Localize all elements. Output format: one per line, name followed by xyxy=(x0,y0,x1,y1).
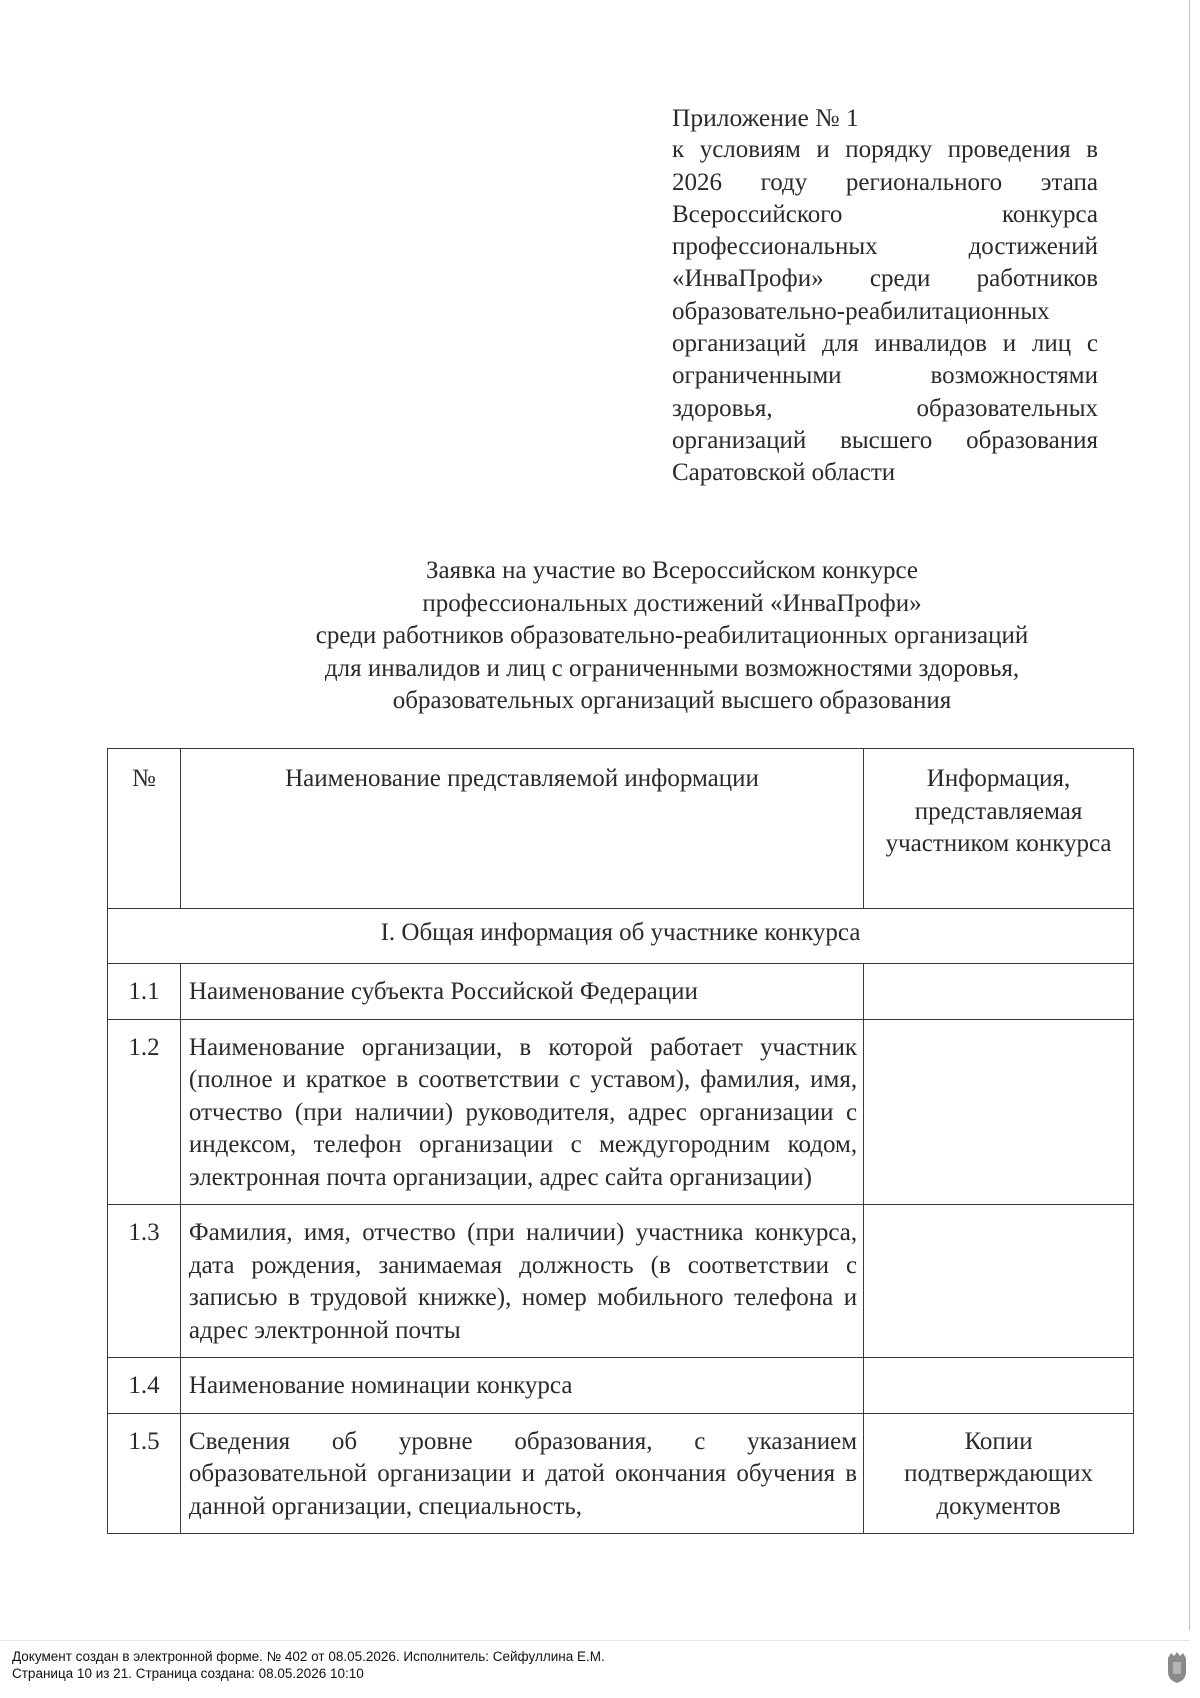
row-num: 1.3 xyxy=(108,1205,181,1358)
row-name: Наименование организации, в которой работает участник (полное и краткое в соответствии с уставом), фамилия, имя, отчество (при наличии) руководителя, адрес организации с индексом, телефон организации с междугородним кодом, электронная почта организации, адрес сайта организации) xyxy=(180,1019,863,1205)
row-name: Сведения об уровне образования, с указанием образовательной организации и датой окончания обучения в данной организации, специальность, xyxy=(180,1413,863,1534)
footer-stamp xyxy=(12,1648,605,1682)
footer-line-2: Страница 10 из 21. Страница создана: 08.05.2026 10:10 xyxy=(12,1666,364,1681)
header-num: № xyxy=(108,749,181,909)
row-name: Фамилия, имя, отчество (при наличии) участника конкурса, дата рождения, занимаемая должность (в соответствии с записью в трудовой книжке), номер мобильного телефона и адрес электронной почты xyxy=(180,1205,863,1358)
heading-line-2: профессиональных достижений «ИнваПрофи» xyxy=(422,589,922,617)
footer-line-1: Документ создан в электронной форме. № 402 от 08.05.2026. Исполнитель: Сейфуллина Е.М. xyxy=(12,1649,605,1664)
table-header-row xyxy=(108,749,1134,909)
table-row xyxy=(108,1358,1134,1414)
table-row xyxy=(108,1205,1134,1358)
heading-line-5: образовательных организаций высшего образования xyxy=(392,687,952,714)
appendix-block xyxy=(672,102,1098,490)
application-heading xyxy=(200,555,1144,718)
header-name: Наименование представляемой информации xyxy=(180,749,863,909)
row-info[interactable] xyxy=(864,1019,1134,1205)
row-name: Наименование субъекта Российской Федерации xyxy=(180,964,863,1020)
emblem-icon xyxy=(1165,1650,1189,1684)
heading-line-1: Заявка на участие во Всероссийском конкурсе xyxy=(426,557,918,584)
heading-line-4: для инвалидов и лиц с ограниченными возможностями здоровья, xyxy=(324,654,1020,682)
appendix-text: к условиям и порядку проведения в 2026 году регионального этапа Всероссийского конкурса профессиональных достижений «ИнваПрофи» среди работников образовательно-реабилитационных организаций для инвалидов и лиц с ограниченными возможностями здоровья, образовательных организаций высшего образования Саратовской области xyxy=(672,136,1098,487)
row-info[interactable] xyxy=(864,964,1134,1020)
row-num: 1.5 xyxy=(108,1413,181,1534)
heading-line-3: среди работников образовательно-реабилитационных организаций xyxy=(315,622,1029,649)
appendix-title: Приложение № 1 xyxy=(672,103,859,132)
section-title: I. Общая информация об участнике конкурса xyxy=(108,909,1134,964)
row-name: Наименование номинации конкурса xyxy=(180,1358,863,1414)
footer-divider xyxy=(0,1640,1190,1641)
row-info[interactable] xyxy=(864,1205,1134,1358)
table-row xyxy=(108,1413,1134,1534)
row-num: 1.2 xyxy=(108,1019,181,1205)
row-num: 1.1 xyxy=(108,964,181,1020)
application-table xyxy=(107,748,1134,1534)
row-info[interactable] xyxy=(864,1358,1134,1414)
row-info: Копии подтверждающих документов xyxy=(864,1413,1134,1534)
page-edge xyxy=(1189,0,1190,1630)
section-row xyxy=(108,909,1134,964)
row-num: 1.4 xyxy=(108,1358,181,1414)
table-row xyxy=(108,1019,1134,1205)
table-row xyxy=(108,964,1134,1020)
header-info: Информация, представляемая участником конкурса xyxy=(864,749,1134,909)
